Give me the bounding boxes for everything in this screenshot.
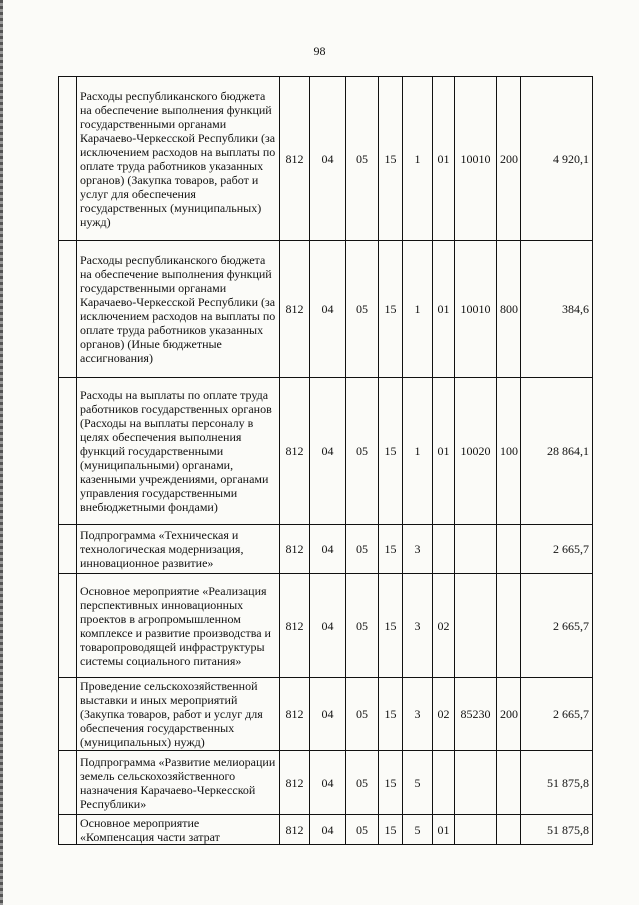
- expense-type-code-cell: 200: [497, 678, 521, 751]
- subsection-code-cell: 05: [346, 77, 379, 241]
- amount-cell: 2 665,7: [521, 678, 593, 751]
- ministry-code-cell: 812: [280, 574, 310, 678]
- subprogram-code-cell: 1: [403, 378, 433, 525]
- main-event-code-cell: 01: [433, 77, 455, 241]
- subprogram-code-cell: 3: [403, 574, 433, 678]
- main-event-code-cell: 01: [433, 241, 455, 378]
- table-row: [59, 525, 593, 574]
- ministry-code-cell: 812: [280, 378, 310, 525]
- section-code-cell: 04: [310, 678, 346, 751]
- subsection-code-cell: 05: [346, 241, 379, 378]
- direction-code-cell: [455, 525, 497, 574]
- row-number-cell: [59, 751, 77, 815]
- amount-cell: 51 875,8: [521, 751, 593, 815]
- ministry-code-cell: 812: [280, 241, 310, 378]
- program-code-cell: 15: [379, 241, 403, 378]
- section-code-cell: 04: [310, 77, 346, 241]
- ministry-code-cell: 812: [280, 815, 310, 845]
- direction-code-cell: 10020: [455, 378, 497, 525]
- row-number-cell: [59, 815, 77, 845]
- description-cell: Основное мероприятие «Компенсация части затрат: [77, 815, 280, 845]
- amount-cell: 51 875,8: [521, 815, 593, 845]
- ministry-code-cell: 812: [280, 751, 310, 815]
- amount-cell: 4 920,1: [521, 77, 593, 241]
- description-cell: Проведение сельскохозяйственной выставки и иных мероприятий (Закупка товаров, работ и услуг для обеспечения государственных (муниципальных) нужд): [77, 678, 280, 751]
- direction-code-cell: [455, 574, 497, 678]
- expense-type-code-cell: 800: [497, 241, 521, 378]
- subprogram-code-cell: 5: [403, 815, 433, 845]
- description-cell: Основное мероприятие «Реализация перспективных инновационных проектов в агропромышленном комплексе и развитие производства и товаропроводящей инфраструктуры системы социального питания»: [77, 574, 280, 678]
- description-cell: Расходы на выплаты по оплате труда работников государственных органов (Расходы на выплаты персоналу в целях обеспечения выполнения функций государственными (муниципальными) органами, казенными учреждениями, органами управления государственными внебюджетными фондами): [77, 378, 280, 525]
- main-event-code-cell: [433, 751, 455, 815]
- row-number-cell: [59, 525, 77, 574]
- amount-cell: 384,6: [521, 241, 593, 378]
- page-number: 98: [313, 44, 326, 58]
- description-cell: Расходы республиканского бюджета на обеспечение выполнения функций государственными органами Карачаево-Черкесской Республики (за исключением расходов на выплаты по оплате труда работников указанных органов) (Иные бюджетные ассигнования): [77, 241, 280, 378]
- row-number-cell: [59, 241, 77, 378]
- program-code-cell: 15: [379, 525, 403, 574]
- program-code-cell: 15: [379, 678, 403, 751]
- subprogram-code-cell: 5: [403, 751, 433, 815]
- subsection-code-cell: 05: [346, 378, 379, 525]
- subsection-code-cell: 05: [346, 525, 379, 574]
- expense-type-code-cell: [497, 815, 521, 845]
- section-code-cell: 04: [310, 574, 346, 678]
- program-code-cell: 15: [379, 751, 403, 815]
- ministry-code-cell: 812: [280, 678, 310, 751]
- subprogram-code-cell: 1: [403, 241, 433, 378]
- subsection-code-cell: 05: [346, 815, 379, 845]
- main-event-code-cell: 01: [433, 815, 455, 845]
- section-code-cell: 04: [310, 525, 346, 574]
- main-event-code-cell: 02: [433, 574, 455, 678]
- amount-cell: 2 665,7: [521, 525, 593, 574]
- ministry-code-cell: 812: [280, 77, 310, 241]
- ministry-code-cell: 812: [280, 525, 310, 574]
- program-code-cell: 15: [379, 574, 403, 678]
- table-row: [59, 751, 593, 815]
- row-number-cell: [59, 77, 77, 241]
- description-cell: Подпрограмма «Развитие мелиорации земель сельскохозяйственного назначения Карачаево-Черкесской Республики»: [77, 751, 280, 815]
- expense-type-code-cell: 100: [497, 378, 521, 525]
- subprogram-code-cell: 3: [403, 525, 433, 574]
- expense-type-code-cell: [497, 574, 521, 678]
- description-cell: Подпрограмма «Техническая и технологическая модернизация, инновационное развитие»: [77, 525, 280, 574]
- amount-cell: 28 864,1: [521, 378, 593, 525]
- direction-code-cell: [455, 815, 497, 845]
- table-row: [59, 241, 593, 378]
- section-code-cell: 04: [310, 378, 346, 525]
- table-row: [59, 815, 593, 845]
- row-number-cell: [59, 574, 77, 678]
- direction-code-cell: 10010: [455, 241, 497, 378]
- expense-type-code-cell: 200: [497, 77, 521, 241]
- main-event-code-cell: [433, 525, 455, 574]
- row-number-cell: [59, 378, 77, 525]
- subsection-code-cell: 05: [346, 751, 379, 815]
- table-row: [59, 678, 593, 751]
- budget-table-body: [59, 77, 593, 845]
- subsection-code-cell: 05: [346, 574, 379, 678]
- section-code-cell: 04: [310, 241, 346, 378]
- table-row: [59, 574, 593, 678]
- row-number-cell: [59, 678, 77, 751]
- section-code-cell: 04: [310, 815, 346, 845]
- main-event-code-cell: 02: [433, 678, 455, 751]
- program-code-cell: 15: [379, 815, 403, 845]
- description-cell: Расходы республиканского бюджета на обеспечение выполнения функций государственными органами Карачаево-Черкесской Республики (за исключением расходов на выплаты по оплате труда работников указанных органов) (Закупка товаров, работ и услуг для обеспечения государственных (муниципальных) нужд): [77, 77, 280, 241]
- amount-cell: 2 665,7: [521, 574, 593, 678]
- direction-code-cell: 10010: [455, 77, 497, 241]
- program-code-cell: 15: [379, 378, 403, 525]
- table-row: [59, 378, 593, 525]
- table-row: [59, 77, 593, 241]
- expense-type-code-cell: [497, 751, 521, 815]
- section-code-cell: 04: [310, 751, 346, 815]
- main-event-code-cell: 01: [433, 378, 455, 525]
- direction-code-cell: [455, 751, 497, 815]
- subsection-code-cell: 05: [346, 678, 379, 751]
- program-code-cell: 15: [379, 77, 403, 241]
- subprogram-code-cell: 1: [403, 77, 433, 241]
- expense-type-code-cell: [497, 525, 521, 574]
- budget-table: [58, 76, 593, 845]
- direction-code-cell: 85230: [455, 678, 497, 751]
- subprogram-code-cell: 3: [403, 678, 433, 751]
- scan-left-edge: [0, 0, 3, 905]
